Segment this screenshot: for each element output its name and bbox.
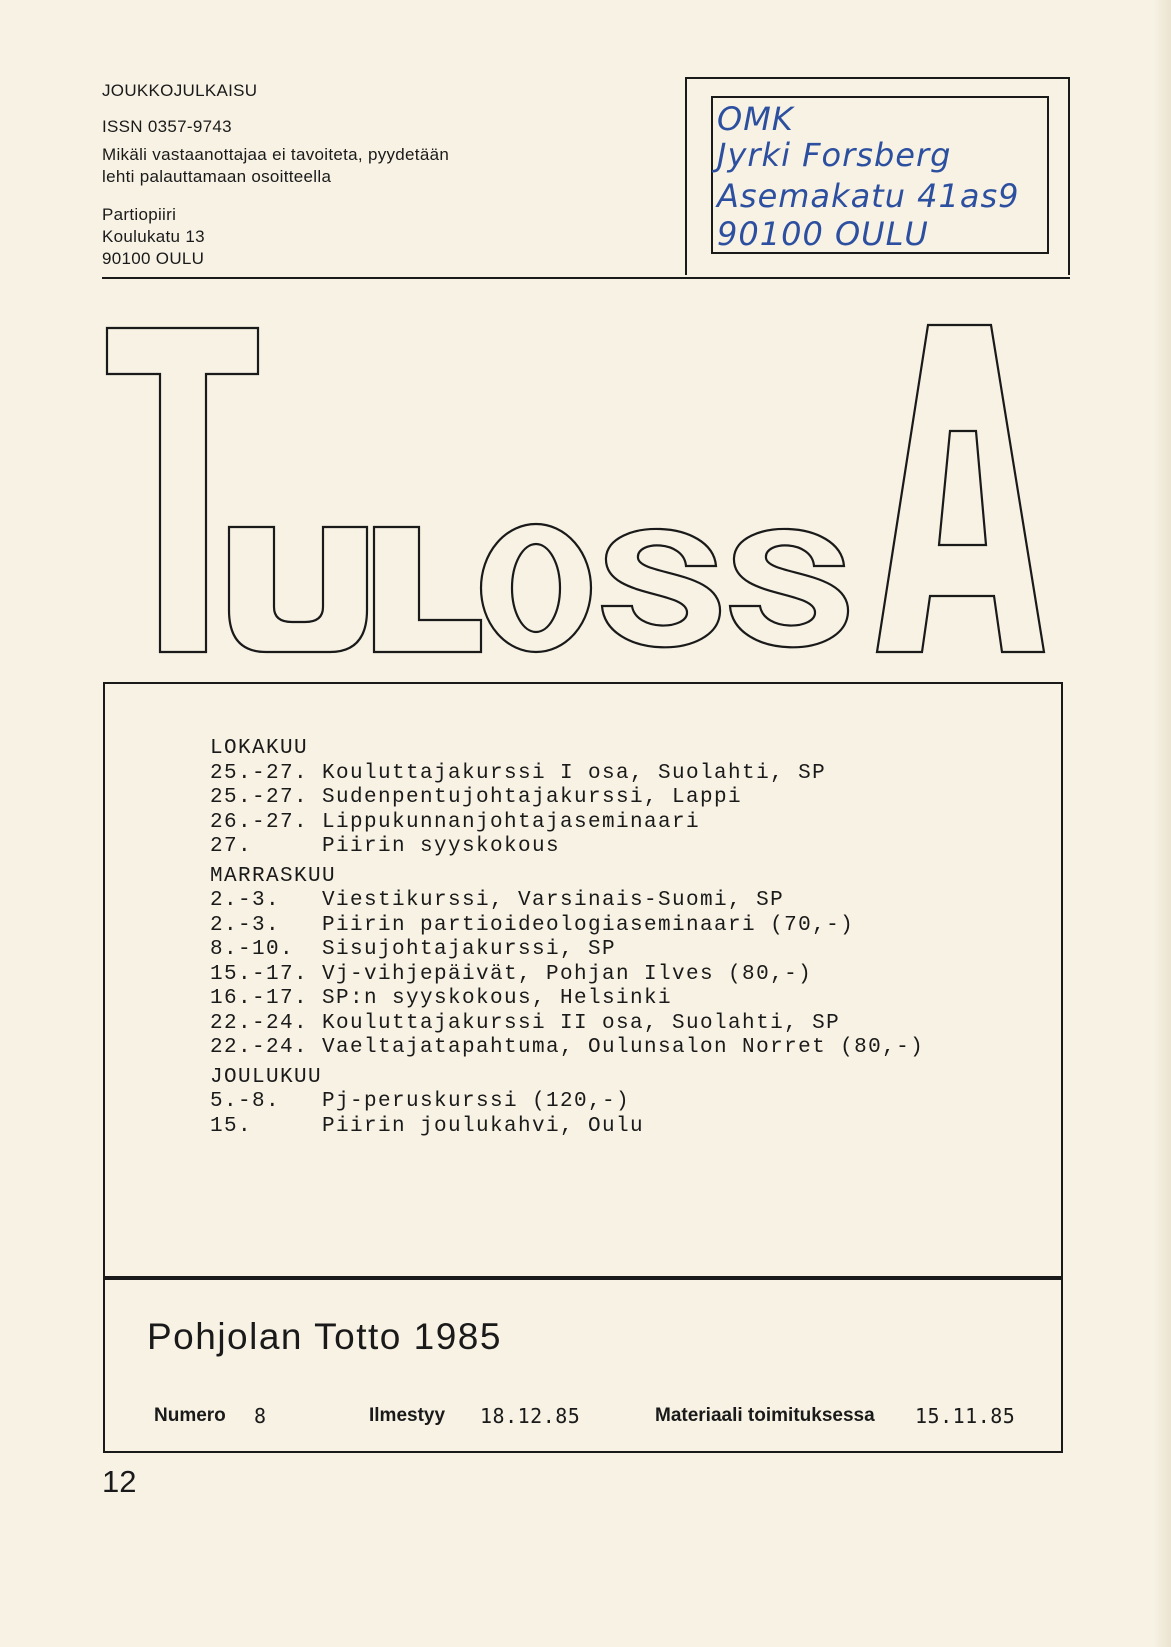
event-row: [210, 987, 924, 1012]
recipient-line-4: 90100 OULU: [717, 215, 929, 253]
event-row: [210, 835, 924, 860]
logo-letter-u: [229, 527, 367, 652]
event-row: [210, 889, 924, 914]
event-date: 16.-17.: [210, 987, 309, 1010]
event-text: Piirin syyskokous: [322, 835, 561, 858]
event-date: 8.-10.: [210, 938, 295, 961]
page-number: 12: [102, 1464, 137, 1499]
event-text: Kouluttajakurssi II osa, Suolahti, SP: [322, 1011, 841, 1035]
event-text: Pj-peruskurssi (120,-): [322, 1090, 631, 1113]
sender-city: 90100 OULU: [102, 249, 205, 268]
number-label: Numero: [154, 1405, 226, 1426]
event-date: 22.-24.: [210, 1036, 309, 1059]
issn: ISSN 0357-9743: [102, 117, 232, 136]
event-text: Piirin partioideologiaseminaari (70,-): [322, 913, 855, 937]
month-heading: LOKAKUU: [210, 737, 309, 760]
sender-name: Partiopiiri: [102, 205, 177, 224]
event-row: [210, 1090, 924, 1115]
logo-letter-l: [374, 527, 481, 652]
number-value: 8: [254, 1404, 267, 1428]
event-text: Vj-vihjepäivät, Pohjan Ilves (80,-): [322, 962, 813, 986]
logo-letter-s-2: [730, 529, 848, 647]
event-text: Lippukunnanjohtajaseminaari: [322, 810, 701, 834]
logo-letter-a: [877, 325, 1044, 652]
event-text: Sisujohtajakurssi, SP: [322, 938, 617, 961]
events-list: [210, 737, 924, 1139]
event-date: 2.-3.: [210, 913, 281, 937]
event-row: [210, 914, 924, 939]
recipient-line-1: OMK: [717, 100, 794, 138]
month-heading: JOULUKUU: [210, 1065, 323, 1089]
recipient-line-3: Asemakatu 41as9: [717, 177, 1020, 215]
material-date: 15.11.85: [915, 1404, 1016, 1428]
event-row: [210, 1115, 924, 1140]
return-line-1: Mikäli vastaanottajaa ei tavoiteta, pyydetään: [102, 145, 450, 164]
event-date: 22.-24.: [210, 1011, 309, 1035]
event-row: [210, 1036, 924, 1061]
event-row: [210, 786, 924, 811]
logo-letter-s-1: [602, 529, 720, 647]
event-text: Sudenpentujohtajakurssi, Lappi: [322, 786, 743, 809]
month-heading: MARRASKUU: [210, 864, 337, 888]
published-label: Ilmestyy: [369, 1405, 446, 1426]
published-date: 18.12.85: [480, 1404, 581, 1428]
event-row: [210, 1012, 924, 1037]
event-date: 5.-8.: [210, 1090, 281, 1113]
event-row: [210, 963, 924, 988]
publication-title: Pohjolan Totto 1985: [147, 1316, 502, 1357]
event-row: [210, 938, 924, 963]
event-text: Kouluttajakurssi I osa, Suolahti, SP: [322, 761, 827, 785]
event-text: Piirin joulukahvi, Oulu: [322, 1114, 645, 1138]
recipient-line-2: Jyrki Forsberg: [717, 136, 952, 174]
event-text: Viestikurssi, Varsinais-Suomi, SP: [322, 889, 785, 912]
material-label: Materiaali toimituksessa: [655, 1405, 875, 1426]
event-date: 26.-27.: [210, 810, 309, 834]
event-date: 25.-27.: [210, 761, 309, 785]
event-date: 2.-3.: [210, 889, 281, 912]
logo-letter-t: [107, 328, 258, 652]
event-row: [210, 811, 924, 836]
event-text: Vaeltajatapahtuma, Oulunsalon Norret (80,-): [322, 1036, 925, 1059]
event-date: 25.-27.: [210, 786, 309, 809]
event-date: 15.: [210, 1114, 253, 1138]
return-line-2: lehti palauttamaan osoitteella: [102, 167, 332, 186]
event-row: [210, 762, 924, 787]
logo-letter-o: [481, 524, 591, 652]
event-date: 15.-17.: [210, 962, 309, 986]
publication-type: JOUKKOJULKAISU: [102, 81, 258, 100]
event-date: 27.: [210, 835, 253, 858]
tulossa-logo: [0, 0, 1171, 680]
sender-street: Koulukatu 13: [102, 227, 205, 246]
event-text: SP:n syyskokous, Helsinki: [322, 987, 673, 1010]
